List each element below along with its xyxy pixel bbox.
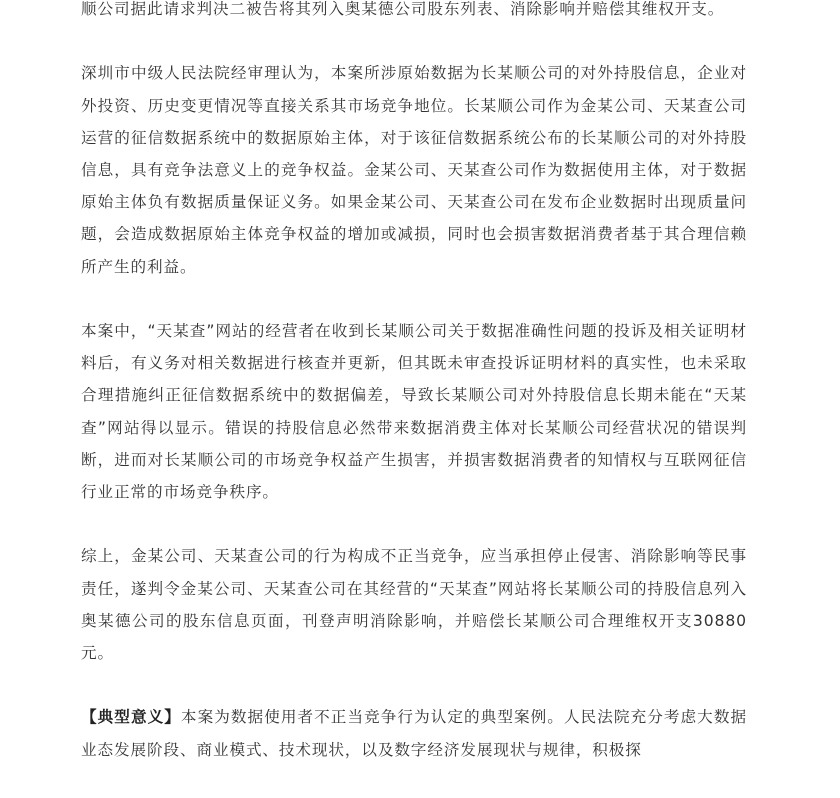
paragraph-text: 深圳市中级人民法院经审理认为，本案所涉原始数据为长某顺公司的对外持股信息，企业对外投资、历史变更情况等直接关系其市场竞争地位。长某顺公司作为金某公司、天某查公司运营的征信数据系统中的数据原始主体，对于该征信数据系统公布的长某顺公司的对外持股信息，具有竞争法意义上的竞争权益。金某公司、天某查公司作为数据使用主体，对于数据原始主体负有数据质量保证义务。如果金某公司、天某查公司在发布企业数据时出现质量问题，会造成数据原始主体竞争权益的增加或减损，同时也会损害数据消费者基于其合理信赖所产生的利益。 — [81, 64, 747, 276]
paragraph-text: 本案中，“天某查”网站的经营者在收到长某顺公司关于数据准确性问题的投诉及相关证明材料后，有义务对相关数据进行核查并更新，但其既未审查投诉证明材料的真实性，也未采取合理措施纠正征信数据系统中的数据偏差，导致长某顺公司对外持股信息长期未能在“天某查”网站得以显示。错误的持股信息必然带来数据消费主体对长某顺公司经营状况的错误判断，进而对长某顺公司的市场竞争权益产生损害，并损害数据消费者的知情权与互联网征信行业正常的市场竞争秩序。 — [81, 322, 747, 502]
paragraph-judgment — [81, 540, 747, 669]
paragraph-text: 综上，金某公司、天某查公司的行为构成不正当竞争，应当承担停止侵害、消除影响等民事责任，遂判令金某公司、天某查公司在其经营的“天某查”网站将长某顺公司的持股信息列入奥某德公司的股东信息页面，刊登声明消除影响，并赔偿长某顺公司合理维权开支30880元。 — [81, 547, 747, 663]
paragraph-text: 顺公司据此请求判决二被告将其列入奥某德公司股东列表、消除影响并赔偿其维权开支。 — [81, 0, 725, 18]
paragraph-significance — [81, 701, 747, 765]
paragraph-text: 本案为数据使用者不正当竞争行为认定的典型案例。人民法院充分考虑大数据业态发展阶段、商业模式、技术现状，以及数字经济发展现状与规律，积极探 — [81, 708, 747, 759]
paragraph-claim — [81, 0, 747, 25]
paragraph-case-facts — [81, 315, 747, 508]
significance-heading: 【典型意义】 — [81, 708, 181, 727]
paragraph-court-reasoning — [81, 57, 747, 282]
article-body — [81, 0, 747, 798]
